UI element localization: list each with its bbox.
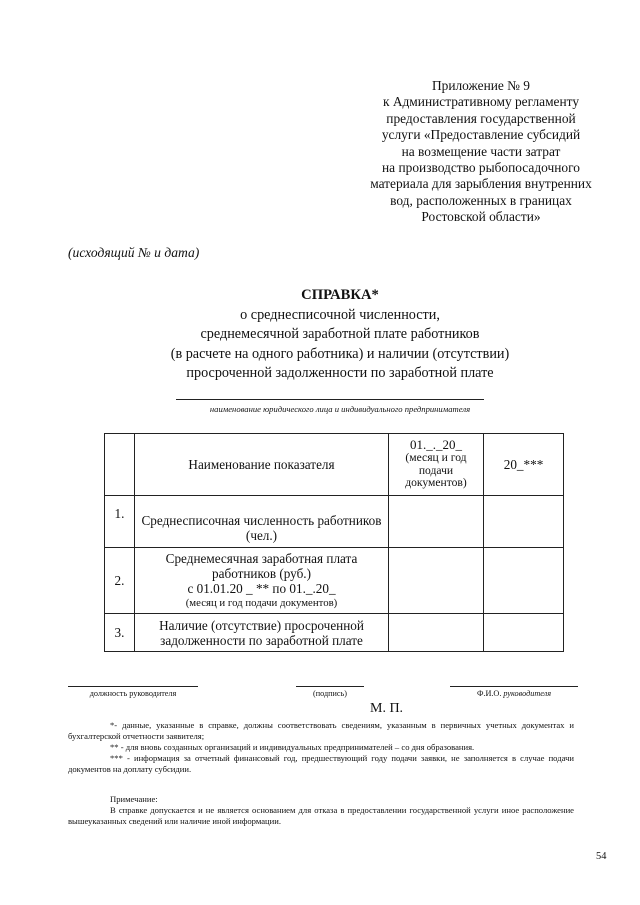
footnotes — [68, 720, 574, 775]
appendix-line: вод, расположенных в границах — [390, 192, 572, 208]
organization-name-line — [176, 399, 484, 400]
appendix-line: услуги «Предоставление субсидий — [381, 127, 581, 143]
title-line: о среднесписочной численности, — [240, 306, 440, 323]
position-line — [68, 686, 198, 687]
row-value-cell[interactable] — [484, 614, 564, 652]
row-period: с 01.01.20 _ ** по 01._.20_ — [187, 580, 336, 596]
row-number: 1. — [105, 496, 135, 548]
row-value-cell[interactable] — [389, 496, 484, 548]
row-number: 3. — [105, 614, 135, 652]
title-main: СПРАВКА* — [301, 287, 379, 303]
row-value-cell[interactable] — [484, 496, 564, 548]
signature-line — [296, 686, 364, 687]
footnote: *- данные, указанные в справке, должны соответствовать сведениям, указанным в первичных учетных документах и бухгалтерской отчетности заявителя; — [68, 720, 574, 741]
remark — [68, 794, 574, 827]
appendix-line: Ростовской области» — [421, 209, 541, 225]
footnote: *** - информация за отчетный финансовый год, предшествующий году подачи заявки, не заполняется в случае подачи документов на доплату субсидии. — [68, 753, 574, 774]
table-row — [105, 614, 564, 652]
title-line: (в расчете на одного работника) и наличии (отсутствии) — [170, 345, 510, 362]
row-value-cell[interactable] — [389, 614, 484, 652]
appendix-line: на производство рыбопосадочного — [382, 160, 580, 176]
appendix-line: Приложение № 9 — [431, 78, 531, 93]
appendix-line: предоставления государственной — [386, 110, 576, 126]
table-row — [105, 548, 564, 614]
appendix-line: к Административному регламенту — [382, 94, 580, 110]
row-value-cell[interactable] — [389, 548, 484, 614]
indicators-table — [104, 433, 564, 652]
header-indicator: Наименование показателя — [135, 434, 389, 496]
header-num-cell — [105, 434, 135, 496]
title-line: просроченной задолженности по заработной плате — [186, 365, 494, 382]
header-period-date: 01._._20_ — [410, 437, 462, 453]
header-period-note: (месяц и год подачи документов) — [405, 450, 467, 490]
header-period-previous: 20_*** — [484, 434, 564, 496]
row-number: 2. — [105, 548, 135, 614]
row-indicator-name: Среднемесячная заработная плата работников (руб.) — [165, 550, 358, 581]
fio-caption — [450, 689, 578, 698]
table-header-row — [105, 434, 564, 496]
fio-suffix: руководителя — [503, 689, 552, 698]
document-title — [90, 286, 590, 384]
footnote: ** - для вновь созданных организаций и индивидуальных предпринимателей – со дня образования. — [110, 742, 475, 752]
fio-line — [450, 686, 578, 687]
appendix-line: на возмещение части затрат — [401, 143, 561, 159]
row-indicator-name: Среднесписочная численность работников (чел.) — [135, 496, 389, 548]
row-indicator-cell — [135, 548, 389, 614]
table-row — [105, 496, 564, 548]
remark-text: В справке допускается и не является основанием для отказа в предоставлении государственной услуги иное расположение вышеуказанных сведений или наличие иной информации. — [68, 805, 574, 826]
appendix-line: материала для зарыбления внутренних — [370, 176, 592, 192]
stamp-place: М. П. — [370, 701, 404, 716]
header-period-current — [389, 434, 484, 496]
page-number: 54 — [596, 851, 607, 862]
row-value-cell[interactable] — [484, 548, 564, 614]
signature-caption: (подпись) — [313, 689, 347, 698]
fio-prefix: Ф.И.О. — [476, 689, 502, 698]
title-line: среднемесячной заработной плате работников — [200, 326, 480, 343]
row-period-note: (месяц и год подачи документов) — [185, 596, 338, 609]
row-indicator-name: Наличие (отсутствие) просроченной задолженности по заработной плате — [135, 614, 389, 652]
appendix-reference — [350, 78, 612, 226]
position-caption: должность руководителя — [89, 689, 177, 698]
organization-name-caption: наименование юридического лица и индивидуального предпринимателя — [209, 404, 471, 414]
outgoing-number-date: (исходящий № и дата) — [68, 245, 200, 260]
remark-heading: Примечание: — [110, 794, 158, 804]
